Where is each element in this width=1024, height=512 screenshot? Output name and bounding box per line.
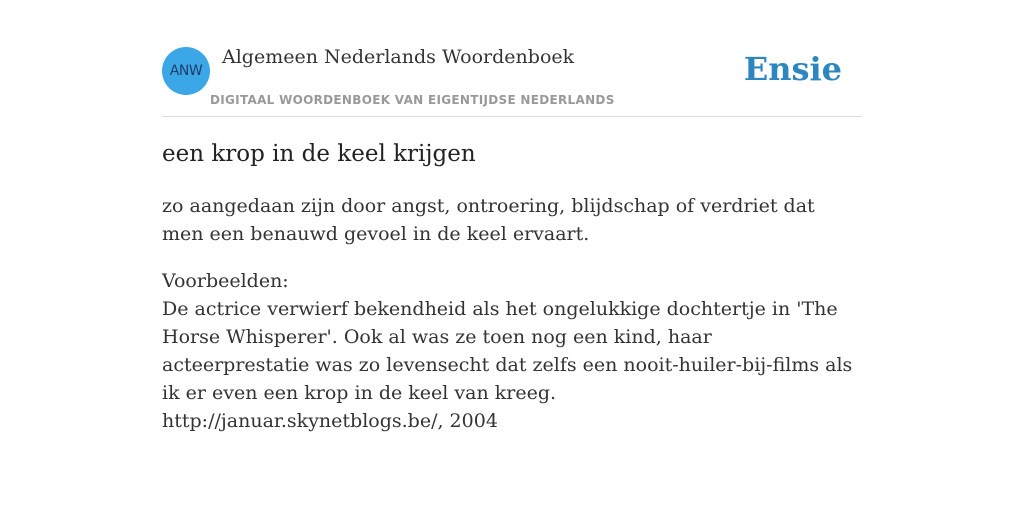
examples-section <box>162 267 862 435</box>
site-title[interactable]: Algemeen Nederlands Woordenboek <box>222 46 575 68</box>
definition-text: zo aangedaan zijn door angst, ontroering, blijdschap of verdriet dat men een benauwd gevoel in de keel ervaart. <box>162 195 815 245</box>
site-subtitle: DIGITAAL WOORDENBOEK VAN EIGENTIJDSE NEDERLANDS <box>210 93 615 107</box>
anw-logo[interactable]: ANW <box>162 47 210 95</box>
header <box>162 0 862 117</box>
ensie-brand-logo[interactable]: Ensie <box>743 50 842 88</box>
headword: een krop in de keel krijgen <box>162 141 476 167</box>
example-text: De actrice verwierf bekendheid als het ongelukkige dochtertje in 'The Horse Whisperer'. Ook al was ze toen nog een kind, haar acteerprestatie was zo levensecht dat zelfs een nooit-huiler-bij-films als ik er even een krop in de keel van kreeg. <box>162 298 853 404</box>
example-source: http://januar.skynetblogs.be/, 2004 <box>162 410 498 432</box>
entry-card <box>162 0 862 512</box>
examples-label: Voorbeelden: <box>162 270 289 292</box>
